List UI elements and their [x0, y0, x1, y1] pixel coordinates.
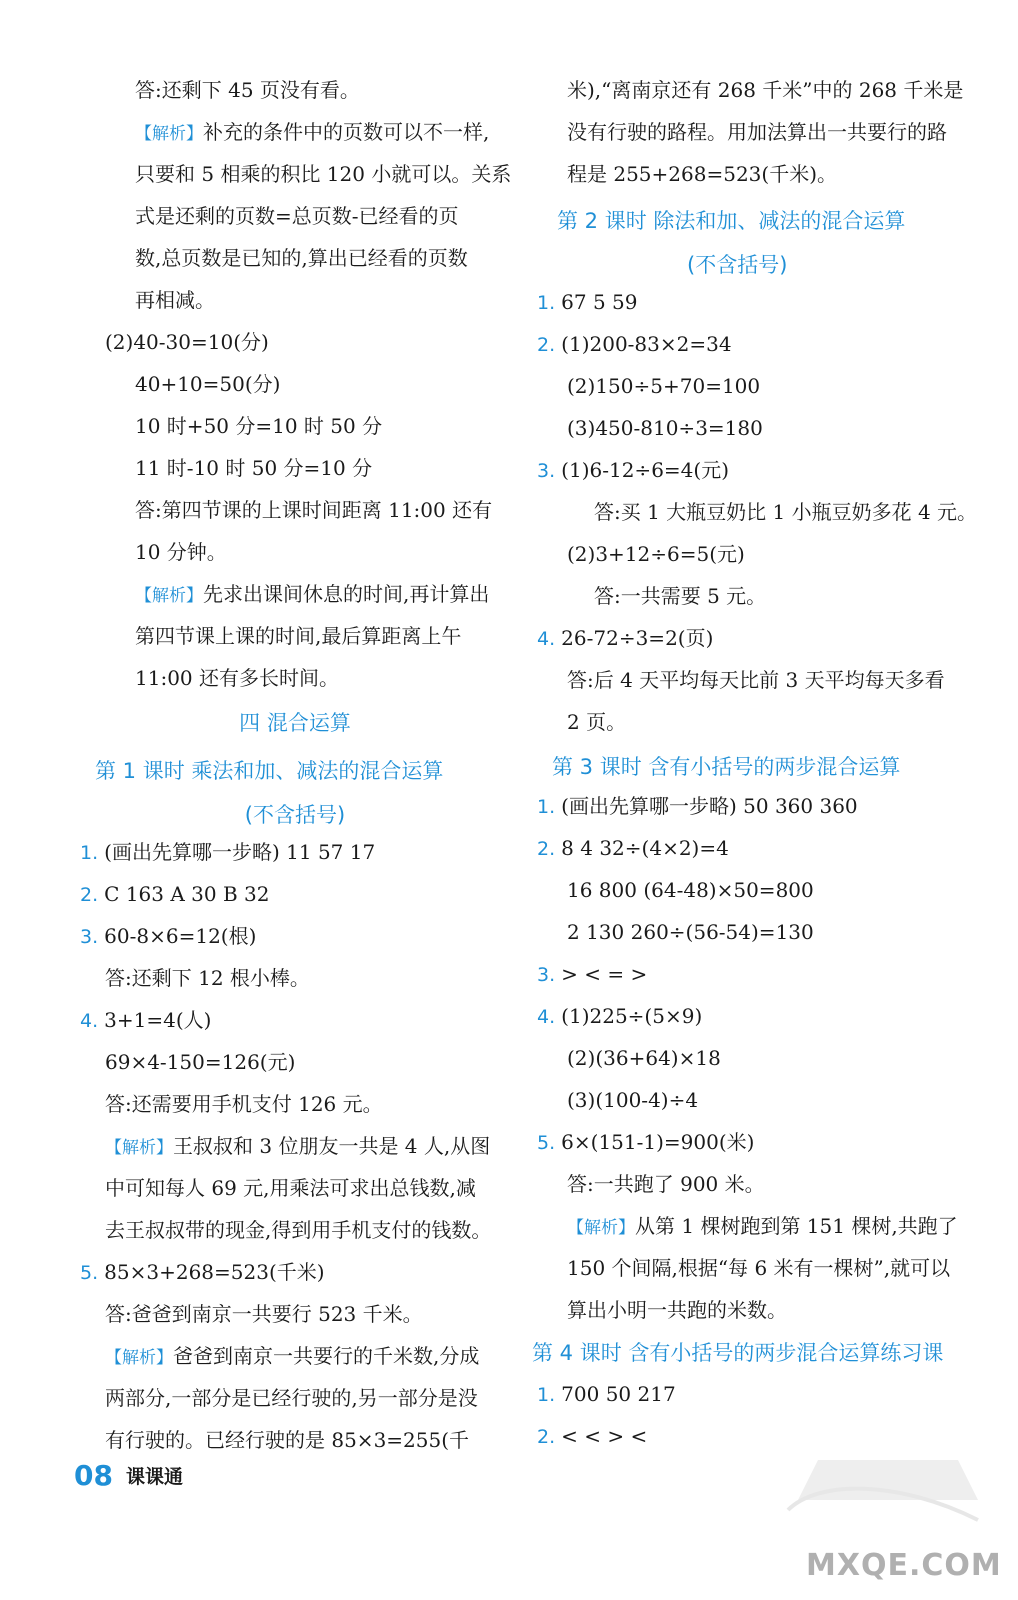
section-heading: 第 2 课时 除法和加、减法的混合运算: [557, 209, 906, 233]
line-text: 答:一共跑了 900 米。: [567, 1172, 765, 1196]
analysis-tag: 【解析】: [105, 1348, 173, 1368]
item-number: 2.: [80, 884, 105, 906]
line-text: 10 时+50 分=10 时 50 分: [135, 414, 383, 438]
line-text: (1)225÷(5×9): [561, 1004, 703, 1028]
answer-line: [105, 1174, 476, 1202]
section-heading: (不含括号): [687, 253, 788, 277]
item-number: 5.: [80, 1262, 105, 1284]
line-text: (画出先算哪一步略) 11 57 17: [104, 840, 376, 864]
answer-line: [105, 328, 269, 356]
item-number: 5.: [537, 1132, 562, 1154]
line-text: 只要和 5 相乘的积比 120 小就可以。关系: [135, 162, 512, 186]
line-text: 60-8×6=12(根): [104, 924, 257, 948]
line-text: 26-72÷3=2(页): [561, 626, 714, 650]
section-heading: 第 1 课时 乘法和加、减法的混合运算: [95, 759, 444, 783]
answer-line: [567, 1044, 721, 1072]
line-text: (画出先算哪一步略) 50 360 360: [561, 794, 858, 818]
answer-line: [537, 1422, 647, 1451]
answer-line: [105, 1300, 423, 1328]
page-number: 08: [74, 1459, 113, 1492]
answer-line: [135, 496, 492, 524]
analysis-tag: 【解析】: [105, 1138, 173, 1158]
line-text: 没有行驶的路程。用加法算出一共要行的路: [567, 120, 947, 144]
line-text: 答:爸爸到南京一共要行 523 千米。: [105, 1302, 423, 1326]
answer-line: [105, 1048, 295, 1076]
line-text: 第四节课上课的时间,最后算距离上午: [135, 624, 462, 648]
section-heading: 四 混合运算: [239, 711, 351, 735]
answer-line: [567, 1086, 698, 1114]
answer-line: [537, 834, 729, 863]
item-number: 2.: [537, 838, 562, 860]
answer-line: [567, 1170, 765, 1198]
book-title: 课课通: [126, 1466, 184, 1488]
item-number: 3.: [80, 926, 105, 948]
line-text: 2 130 260÷(56-54)=130: [567, 920, 814, 944]
analysis-tag: 【解析】: [135, 586, 203, 606]
item-number: 1.: [80, 842, 105, 864]
answer-line: [537, 456, 729, 485]
line-text: 11:00 还有多长时间。: [135, 666, 339, 690]
line-text: 16 800 (64-48)×50=800: [567, 878, 814, 902]
answer-line: [594, 498, 977, 526]
answer-line: [537, 624, 713, 653]
item-number: 1.: [537, 292, 562, 314]
line-text: (2)40-30=10(分): [105, 330, 269, 354]
answer-line: [567, 1212, 958, 1242]
answer-line: [80, 1006, 211, 1035]
item-number: 2.: [537, 1426, 562, 1448]
item-number: 3.: [537, 460, 562, 482]
section-heading: (不含括号): [244, 803, 346, 827]
line-text: 40+10=50(分): [135, 372, 281, 396]
line-text: 数,总页数是已知的,算出已经看的页数: [135, 246, 468, 270]
line-text: 答:第四节课的上课时间距离 11:00 还有: [135, 498, 493, 522]
analysis-tag: 【解析】: [135, 124, 203, 144]
line-text: 从第 1 棵树跑到第 151 棵树,共跑了: [635, 1214, 958, 1238]
line-text: 中可知每人 69 元,用乘法可求出总钱数,减: [105, 1176, 476, 1200]
line-text: 爸爸到南京一共要行的千米数,分成: [173, 1344, 480, 1368]
line-text: 700 50 217: [561, 1382, 676, 1406]
section-heading: 第 4 课时 含有小括号的两步混合运算练习课: [532, 1341, 944, 1365]
answer-line: [537, 1380, 676, 1409]
line-text: 去王叔叔带的现金,得到用手机支付的钱数。: [105, 1218, 492, 1242]
item-number: 1.: [537, 796, 562, 818]
line-text: (1)200-83×2=34: [561, 332, 732, 356]
answer-line: [567, 76, 963, 104]
line-text: 补充的条件中的页数可以不一样,: [203, 120, 490, 144]
answer-line: [80, 922, 256, 951]
answer-line: [80, 838, 375, 867]
line-text: (2)(36+64)×18: [567, 1046, 721, 1070]
line-text: 程是 255+268=523(千米)。: [567, 162, 837, 186]
answer-line: [135, 580, 489, 610]
answer-line: [135, 76, 360, 104]
line-text: C 163 A 30 B 32: [104, 882, 270, 906]
answer-line: [537, 1002, 702, 1031]
line-text: 答:还剩下 45 页没有看。: [135, 78, 360, 102]
answer-line: [135, 202, 459, 230]
answer-line: [105, 964, 310, 992]
answer-line: [135, 454, 372, 482]
line-text: 69×4-150=126(元): [105, 1050, 296, 1074]
answer-line: [567, 160, 837, 188]
answer-line: [567, 540, 745, 568]
answer-line: [567, 918, 814, 946]
line-text: 85×3+268=523(千米): [104, 1260, 325, 1284]
item-number: 3.: [537, 964, 562, 986]
answer-line: [567, 876, 814, 904]
line-text: 答:后 4 天平均每天比前 3 天平均每天多看: [567, 668, 945, 692]
answer-line: [105, 1426, 469, 1454]
line-text: 两部分,一部分是已经行驶的,另一部分是没: [105, 1386, 478, 1410]
line-text: 有行驶的。已经行驶的是 85×3=255(千: [105, 1428, 470, 1452]
line-text: (3)450-810÷3=180: [567, 416, 763, 440]
line-text: (2)150÷5+70=100: [567, 374, 761, 398]
line-text: 10 分钟。: [135, 540, 227, 564]
line-text: 8 4 32÷(4×2)=4: [561, 836, 729, 860]
line-text: 答:一共需要 5 元。: [594, 584, 767, 608]
watermark-text: MXQE.COM: [806, 1548, 1002, 1583]
line-text: 答:还需要用手机支付 126 元。: [105, 1092, 383, 1116]
answer-line: [80, 1258, 325, 1287]
answer-line: [80, 880, 269, 909]
line-text: 王叔叔和 3 位朋友一共是 4 人,从图: [173, 1134, 491, 1158]
answer-line: [537, 330, 732, 359]
answer-line: [567, 372, 760, 400]
answer-line: [135, 664, 339, 692]
answer-line: [567, 118, 947, 146]
line-text: (3)(100-4)÷4: [567, 1088, 699, 1112]
answer-line: [135, 118, 489, 148]
answer-line: [537, 1128, 754, 1157]
item-number: 4.: [80, 1010, 105, 1032]
line-text: 先求出课间休息的时间,再计算出: [203, 582, 490, 606]
line-text: 米),“离南京还有 268 千米”中的 268 千米是: [567, 78, 964, 102]
answer-line: [537, 792, 858, 821]
line-text: 算出小明一共跑的米数。: [567, 1298, 787, 1322]
answer-line: [135, 160, 511, 188]
line-text: 3+1=4(人): [104, 1008, 212, 1032]
line-text: 答:还剩下 12 根小棒。: [105, 966, 310, 990]
line-text: 11 时-10 时 50 分=10 分: [135, 456, 373, 480]
line-text: 答:买 1 大瓶豆奶比 1 小瓶豆奶多花 4 元。: [594, 500, 978, 524]
section-heading: 第 3 课时 含有小括号的两步混合运算: [552, 755, 901, 779]
answer-line: [537, 960, 647, 989]
answer-line: [105, 1132, 490, 1162]
item-number: 4.: [537, 628, 562, 650]
answer-line: [105, 1216, 491, 1244]
item-number: 4.: [537, 1006, 562, 1028]
answer-line: [135, 538, 227, 566]
answer-line: [567, 708, 626, 736]
answer-line: [135, 370, 280, 398]
answer-line: [537, 288, 638, 317]
answer-line: [135, 622, 461, 650]
item-number: 1.: [537, 1384, 562, 1406]
answer-line: [105, 1090, 383, 1118]
answer-line: [567, 1296, 787, 1324]
line-text: 67 5 59: [561, 290, 638, 314]
answer-line: [567, 666, 945, 694]
answer-line: [594, 582, 766, 610]
line-text: 150 个间隔,根据“每 6 米有一棵树”,就可以: [567, 1256, 951, 1280]
line-text: > < = >: [561, 962, 648, 986]
item-number: 2.: [537, 334, 562, 356]
line-text: (1)6-12÷6=4(元): [561, 458, 730, 482]
answer-line: [135, 412, 382, 440]
answer-line: [567, 414, 763, 442]
analysis-tag: 【解析】: [567, 1218, 635, 1238]
answer-line: [135, 286, 215, 314]
line-text: < < > <: [561, 1424, 648, 1448]
line-text: (2)3+12÷6=5(元): [567, 542, 745, 566]
answer-line: [135, 244, 468, 272]
line-text: 2 页。: [567, 710, 627, 734]
line-text: 6×(151-1)=900(米): [561, 1130, 755, 1154]
line-text: 再相减。: [135, 288, 215, 312]
answer-line: [105, 1342, 479, 1372]
line-text: 式是还剩的页数=总页数-已经看的页: [135, 204, 459, 228]
answer-line: [105, 1384, 478, 1412]
answer-line: [567, 1254, 950, 1282]
